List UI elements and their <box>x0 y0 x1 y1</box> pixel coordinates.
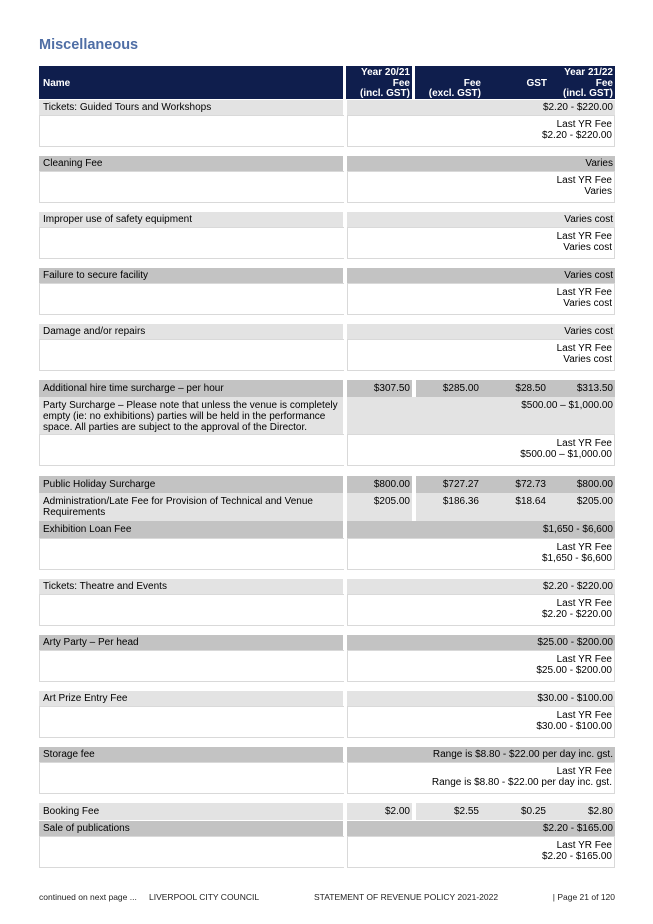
table-row: Art Prize Entry Fee $30.00 - $100.00 Last YR Fee $30.00 - $100.00 <box>39 691 615 737</box>
header-fee-incl-curr-sub: (incl. GST) <box>563 88 613 99</box>
header-fee-incl-prev-sub: (incl. GST) <box>360 88 410 99</box>
table-row: Improper use of safety equipment Varies cost Last YR Fee Varies cost <box>39 212 615 258</box>
table-row: Exhibition Loan Fee $1,650 - $6,600 Last YR Fee $1,650 - $6,600 <box>39 521 615 569</box>
fee-table <box>39 66 615 862</box>
table-row: Booking Fee $2.00 $2.55 $0.25 $2.80 <box>39 803 615 820</box>
header-fee-incl-prev: Fee <box>392 78 410 89</box>
header-separator <box>412 66 415 99</box>
footer-statement: STATEMENT OF REVENUE POLICY 2021-2022 <box>314 892 499 902</box>
header-fee-excl: Fee <box>463 78 481 89</box>
table-row: Failure to secure facility Varies cost Last YR Fee Varies cost <box>39 268 615 314</box>
header-name: Name <box>43 78 71 89</box>
header-year-curr: Year 21/22 <box>564 67 613 78</box>
footer-continued: continued on next page ... <box>39 892 137 902</box>
footer-page-number: | Page 21 of 120 <box>552 892 615 902</box>
table-row: Sale of publications $2.20 - $165.00 Last YR Fee $2.20 - $165.00 <box>39 821 615 867</box>
table-row: Damage and/or repairs Varies cost Last YR Fee Varies cost <box>39 324 615 370</box>
table-header <box>39 66 615 99</box>
page-title: Miscellaneous <box>39 37 139 53</box>
table-row: Tickets: Guided Tours and Workshops $2.20 - $220.00 Last YR Fee $2.20 - $220.00 <box>39 100 615 146</box>
table-row: Arty Party – Per head $25.00 - $200.00 Last YR Fee $25.00 - $200.00 <box>39 635 615 681</box>
header-fee-incl-curr: Fee <box>595 78 613 89</box>
table-row: Storage fee Range is $8.80 - $22.00 per day inc. gst. Last YR Fee Range is $8.80 - $22.00 per day inc. gst. <box>39 747 615 793</box>
table-row: Tickets: Theatre and Events $2.20 - $220.00 Last YR Fee $2.20 - $220.00 <box>39 579 615 625</box>
header-gst: GST <box>526 78 547 89</box>
table-row: Additional hire time surcharge – per hour $307.50 $285.00 $28.50 $313.50 <box>39 380 615 397</box>
header-separator <box>343 66 346 99</box>
table-row: Party Surcharge – Please note that unless the venue is completely empty (ie: no exhibitions) parties will be held in the performance space. All parties are subject to the approval of the Director. $500.00 – $1,000.00 Last YR Fee $500.00 – $1,000.00 <box>39 397 615 469</box>
table-row: Cleaning Fee Varies Last YR Fee Varies <box>39 156 615 202</box>
header-year-prev: Year 20/21 <box>361 67 410 78</box>
table-row: Administration/Late Fee for Provision of Technical and Venue Requirements $205.00 $186.36 $18.64 $205.00 <box>39 493 615 521</box>
header-fee-excl-sub: (excl. GST) <box>428 88 481 99</box>
footer-council: LIVERPOOL CITY COUNCIL <box>149 892 260 902</box>
table-row: Public Holiday Surcharge $800.00 $727.27 $72.73 $800.00 <box>39 476 615 493</box>
